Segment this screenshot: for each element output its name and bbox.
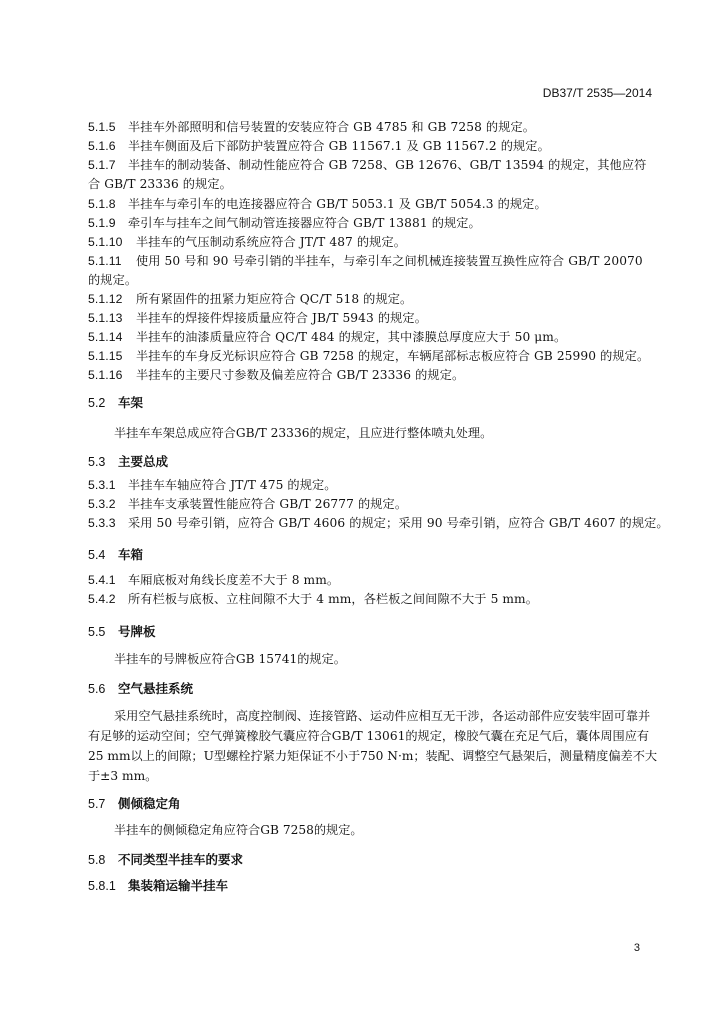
section-number: 5.4 [88,548,106,562]
section-heading-5-3 [88,452,168,470]
clause-number: 5.1.14 [88,330,123,344]
clause-5-1-item [88,195,658,214]
clause-5-1-item [88,309,658,328]
section-title: 车架 [118,395,144,410]
clause-number: 5.1.16 [88,368,123,382]
clause-5-1-item [88,366,658,385]
section-title: 号牌板 [118,624,156,639]
clause-text: 半挂车外部照明和信号装置的安装应符合 GB 4785 和 GB 7258 的规定。 [128,120,536,134]
clause-number: 5.1.15 [88,349,123,363]
clause-number: 5.1.10 [88,235,123,249]
section-paragraph-5-2: 半挂车车架总成应符合GB/T 23336的规定，且应进行整体喷丸处理。 [114,426,493,440]
section-number: 5.7 [88,797,106,811]
clause-5-4-1 [88,571,658,590]
section-number: 5.2 [88,396,106,410]
clause-5-1-item [88,156,658,194]
clause-number: 5.3.2 [88,497,116,511]
clause-number: 5.1.7 [88,158,116,172]
section-heading-5-6 [88,679,193,697]
clause-5-1-item [88,328,658,347]
standard-id-header: DB37/T 2535—2014 [542,86,652,100]
section-number: 5.3 [88,455,106,469]
clause-text: 半挂车车轴应符合 JT/T 475 的规定。 [128,478,337,492]
clause-text: 半挂车的焊接件焊接质量应符合 JB/T 5943 的规定。 [136,311,427,325]
clause-text: 半挂车的主要尺寸参数及偏差应符合 GB/T 23336 的规定。 [136,368,465,382]
clause-text: 车厢底板对角线长度差不大于 8 mm。 [128,573,340,587]
clause-5-1-item [88,214,658,233]
clause-number: 5.1.5 [88,120,116,134]
clause-number: 5.3.3 [88,516,116,530]
clause-5-3-3 [88,514,669,533]
section-number: 5.6 [88,682,106,696]
section-heading-5-2 [88,393,143,411]
page-number: 3 [633,942,640,954]
section-paragraph-5-6: 采用空气悬挂系统时，高度控制阀、连接管路、运动件应相互无干涉，各运动部件应安装牢固可靠并有足够的运动空间；空气弹簧橡胶气囊应符合GB/T 13061的规定，橡胶气囊在充足气后，囊体周围应有25 mm以上的间隙；U型螺栓拧紧力矩保证不小于750 N·m；装配、调整空气悬架后，测量精度偏差不大于±3 mm。 [88,709,658,783]
clause-number: 5.1.9 [88,216,116,230]
clause-5-1-item [88,347,658,366]
section-title: 车箱 [118,547,144,562]
clause-text: 半挂车侧面及后下部防护装置应符合 GB 11567.1 及 GB 11567.2 的规定。 [128,139,550,153]
clause-5-1-item [88,252,658,290]
clause-number: 5.4.1 [88,573,116,587]
clause-text: 半挂车与牵引车的电连接器应符合 GB/T 5053.1 及 GB/T 5054.3 的规定。 [128,197,547,211]
clause-number: 5.1.6 [88,139,116,153]
section-title: 集装箱运输半挂车 [128,878,229,893]
section-title: 侧倾稳定角 [118,796,181,811]
clause-text: 采用 50 号牵引销，应符合 GB/T 4606 的规定；采用 90 号牵引销，应符合 GB/T 4607 的规定。 [128,516,669,530]
clause-text: 所有栏板与底板、立柱间隙不大于 4 mm，各栏板之间间隙不大于 5 mm。 [128,592,538,606]
section-heading-5-8 [88,850,243,868]
clause-text: 半挂车的制动装备、制动性能应符合 GB 7258、GB 12676、GB/T 13594 的规定，其他应符合 GB/T 23336 的规定。 [88,158,647,191]
clause-5-3-2 [88,495,658,514]
clause-number: 5.4.2 [88,592,116,606]
clause-number: 5.1.8 [88,197,116,211]
section-paragraph-5-5: 半挂车的号牌板应符合GB 15741的规定。 [114,652,346,666]
clause-5-1-item [88,118,658,137]
clause-number: 5.3.1 [88,478,116,492]
section-title: 主要总成 [118,454,169,469]
clause-number: 5.1.12 [88,292,123,306]
section-paragraph-5-7: 半挂车的侧倾稳定角应符合GB 7258的规定。 [114,823,363,837]
section-heading-5-4 [88,545,143,563]
section-number: 5.5 [88,625,106,639]
clause-number: 5.1.13 [88,311,123,325]
section-number: 5.8.1 [88,879,116,893]
section-heading-5-8-1 [88,876,228,894]
clause-number: 5.1.11 [88,254,122,268]
clause-5-3-1 [88,476,658,495]
clause-text: 半挂车的油漆质量应符合 QC/T 484 的规定，其中漆膜总厚度应大于 50 μm。 [136,330,567,344]
clause-5-1-item [88,290,658,309]
clause-text: 牵引车与挂车之间气制动管连接器应符合 GB/T 13881 的规定。 [128,216,481,230]
clause-5-1-item [88,233,658,252]
clause-text: 半挂车支承装置性能应符合 GB/T 26777 的规定。 [128,497,408,511]
section-heading-5-5 [88,622,156,640]
section-title: 不同类型半挂车的要求 [118,852,244,867]
clause-text: 半挂车的气压制动系统应符合 JT/T 487 的规定。 [136,235,407,249]
clause-5-1-item [88,137,658,156]
clause-text: 半挂车的车身反光标识应符合 GB 7258 的规定，车辆尾部标志板应符合 GB 25990 的规定。 [136,349,650,363]
section-number: 5.8 [88,853,106,867]
clause-text: 所有紧固件的扭紧力矩应符合 QC/T 518 的规定。 [136,292,413,306]
section-title: 空气悬挂系统 [118,681,194,696]
clause-5-4-2 [88,590,658,609]
clause-text: 使用 50 号和 90 号牵引销的半挂车，与牵引车之间机械连接装置互换性应符合 GB/T 20070 的规定。 [88,254,643,287]
section-heading-5-7 [88,794,181,812]
